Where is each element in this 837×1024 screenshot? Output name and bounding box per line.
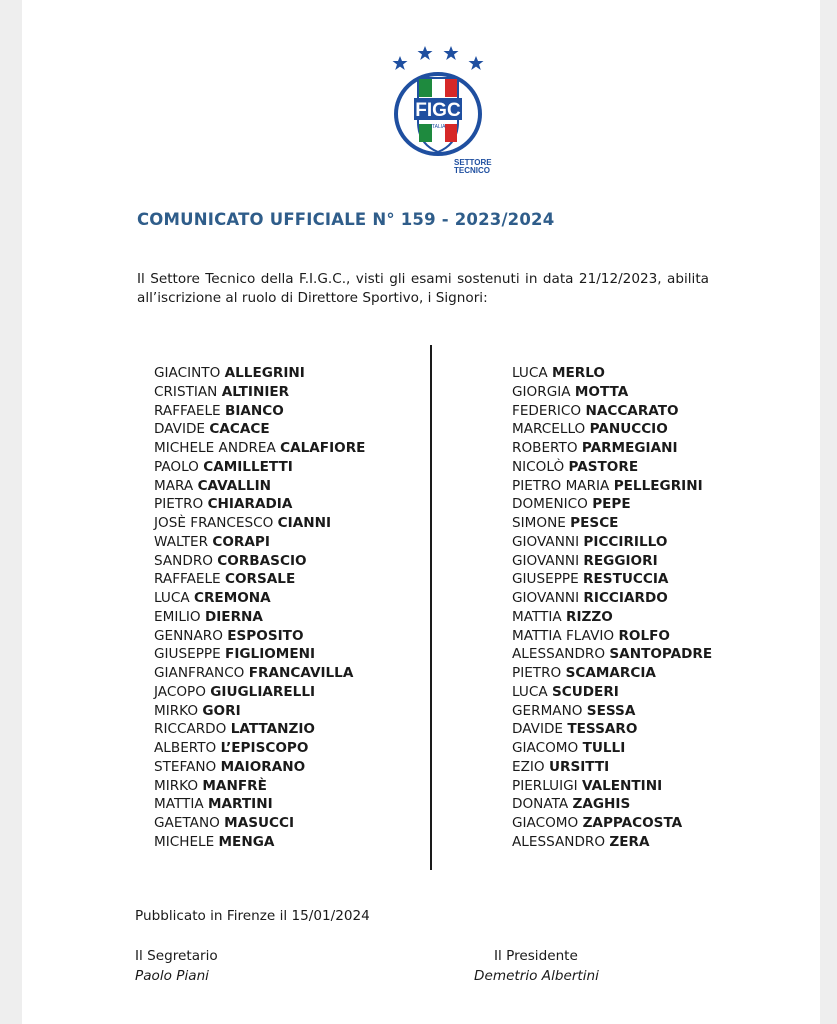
list-item xyxy=(154,439,365,458)
first-name: LUCA xyxy=(154,590,190,606)
first-name: CRISTIAN xyxy=(154,383,218,400)
last-name: NACCARATO xyxy=(585,402,679,419)
last-name: RESTUCCIA xyxy=(583,571,669,588)
first-name: GAETANO xyxy=(154,815,220,831)
list-item xyxy=(154,420,365,439)
list-item xyxy=(512,683,712,702)
list-item xyxy=(154,570,365,589)
list-item xyxy=(154,645,365,664)
first-name: RAFFAELE xyxy=(154,571,221,588)
logo-text-small: ITALIA xyxy=(430,124,446,130)
list-item xyxy=(512,702,712,721)
figc-settore-tecnico-logo xyxy=(390,42,500,174)
list-item xyxy=(154,458,365,477)
last-name: MOTTA xyxy=(574,383,629,400)
last-name: LATTANZIO xyxy=(230,721,315,738)
first-name: GIORGIA xyxy=(512,383,571,400)
list-item xyxy=(154,720,365,739)
list-item xyxy=(154,702,365,721)
last-name: ALLEGRINI xyxy=(224,365,305,381)
last-name: PARMEGIANI xyxy=(581,440,678,456)
first-name: LUCA xyxy=(512,365,548,381)
list-item xyxy=(512,795,712,814)
list-item xyxy=(512,833,712,852)
list-item xyxy=(512,439,712,458)
list-item xyxy=(154,795,365,814)
last-name: FIGLIOMENI xyxy=(225,646,316,663)
list-item xyxy=(512,739,712,758)
last-name: CACACE xyxy=(209,421,270,438)
list-item xyxy=(512,608,712,627)
list-item xyxy=(512,814,712,833)
first-name: GERMANO xyxy=(512,702,583,719)
first-name: ALESSANDRO xyxy=(512,646,606,663)
list-item xyxy=(154,552,365,571)
last-name: CHIARADIA xyxy=(207,496,293,513)
list-item xyxy=(154,364,365,383)
first-name: WALTER xyxy=(154,533,209,550)
publication-line: Pubblicato in Firenze il 15/01/2024 xyxy=(135,908,370,924)
last-name: CORBASCIO xyxy=(217,552,307,569)
first-name: DONATA xyxy=(512,796,569,813)
first-name: EZIO xyxy=(512,758,545,775)
names-list-right xyxy=(512,364,712,852)
list-item xyxy=(512,383,712,402)
last-name: TESSARO xyxy=(567,721,638,738)
last-name: FRANCAVILLA xyxy=(248,665,354,681)
last-name: CREMONA xyxy=(193,590,271,606)
first-name: JACOPO xyxy=(154,683,206,700)
list-item xyxy=(512,495,712,514)
last-name: RICCIARDO xyxy=(583,590,668,606)
last-name: ZAPPACOSTA xyxy=(582,815,683,831)
first-name: PIERLUIGI xyxy=(512,777,578,794)
stars-icon xyxy=(393,46,484,70)
list-item xyxy=(154,777,365,796)
first-name: GIACOMO xyxy=(512,815,579,831)
document-page xyxy=(22,0,820,1024)
list-item xyxy=(512,720,712,739)
last-name: MANFRÈ xyxy=(202,777,267,794)
first-name: MATTIA FLAVIO xyxy=(512,627,615,644)
list-item xyxy=(512,589,712,608)
last-name: URSITTI xyxy=(548,758,610,775)
first-name: STEFANO xyxy=(154,758,217,775)
list-item xyxy=(154,533,365,552)
first-name: NICOLÒ xyxy=(512,458,565,475)
list-item xyxy=(512,514,712,533)
first-name: ALESSANDRO xyxy=(512,833,606,850)
first-name: MICHELE ANDREA xyxy=(154,440,276,456)
last-name: SESSA xyxy=(586,702,636,719)
list-item xyxy=(154,495,365,514)
last-name: CALAFIORE xyxy=(280,440,366,456)
first-name: ROBERTO xyxy=(512,440,578,456)
last-name: GIUGLIARELLI xyxy=(210,683,316,700)
last-name: RIZZO xyxy=(565,608,613,625)
first-name: DOMENICO xyxy=(512,496,588,513)
list-item xyxy=(512,645,712,664)
last-name: MARTINI xyxy=(207,796,273,813)
first-name: GIOVANNI xyxy=(512,590,580,606)
first-name: RICCARDO xyxy=(154,721,227,738)
list-item xyxy=(154,664,365,683)
last-name: SANTOPADRE xyxy=(609,646,713,663)
first-name: MATTIA xyxy=(154,796,204,813)
first-name: PAOLO xyxy=(154,458,199,475)
logo-tagline-2: TECNICO xyxy=(454,166,490,174)
list-item xyxy=(154,383,365,402)
column-divider xyxy=(430,345,432,870)
first-name: GIOVANNI xyxy=(512,552,580,569)
last-name: MAIORANO xyxy=(220,758,306,775)
list-item xyxy=(154,683,365,702)
last-name: MASUCCI xyxy=(224,815,295,831)
first-name: LUCA xyxy=(512,683,548,700)
first-name: PIETRO MARIA xyxy=(512,477,610,494)
first-name: RAFFAELE xyxy=(154,402,221,419)
first-name: DAVIDE xyxy=(154,421,206,438)
first-name: MARA xyxy=(154,477,194,494)
last-name: VALENTINI xyxy=(581,777,663,794)
first-name: PIETRO xyxy=(512,665,562,681)
signature-name: Paolo Piani xyxy=(135,968,209,984)
first-name: GIOVANNI xyxy=(512,533,580,550)
list-item xyxy=(512,402,712,421)
first-name: MATTIA xyxy=(512,608,562,625)
last-name: ALTINIER xyxy=(221,383,290,400)
intro-paragraph: Il Settore Tecnico della F.I.G.C., visti gli esami sostenuti in data 21/12/2023, abilita all’iscrizione al ruolo di Direttore Sportivo, i Signori: xyxy=(137,271,709,306)
signature-president xyxy=(474,946,599,986)
first-name: FEDERICO xyxy=(512,402,582,419)
first-name: GIUSEPPE xyxy=(512,571,579,588)
list-item xyxy=(512,552,712,571)
first-name: GIUSEPPE xyxy=(154,646,221,663)
last-name: CAVALLIN xyxy=(197,477,272,494)
first-name: MICHELE xyxy=(154,833,215,850)
last-name: GORI xyxy=(202,702,241,719)
list-item xyxy=(154,758,365,777)
last-name: TULLI xyxy=(582,740,626,756)
last-name: DIERNA xyxy=(204,608,263,625)
signature-role: Il Segretario xyxy=(135,948,218,964)
first-name: JOSÈ FRANCESCO xyxy=(154,515,274,531)
last-name: PASTORE xyxy=(568,458,639,475)
last-name: REGGIORI xyxy=(583,552,658,569)
last-name: PICCIRILLO xyxy=(583,533,668,550)
last-name: ROLFO xyxy=(618,627,670,644)
last-name: SCAMARCIA xyxy=(565,665,656,681)
last-name: PANUCCIO xyxy=(589,421,668,438)
list-item xyxy=(154,739,365,758)
last-name: SCUDERI xyxy=(551,683,619,700)
list-item xyxy=(512,570,712,589)
first-name: DAVIDE xyxy=(512,721,564,738)
list-item xyxy=(512,477,712,496)
last-name: PELLEGRINI xyxy=(613,477,703,494)
list-item xyxy=(512,364,712,383)
first-name: GIANFRANCO xyxy=(154,665,245,681)
first-name: GENNARO xyxy=(154,627,223,644)
list-item xyxy=(512,627,712,646)
first-name: MIRKO xyxy=(154,702,199,719)
names-list-left xyxy=(154,364,365,852)
list-item xyxy=(512,533,712,552)
first-name: PIETRO xyxy=(154,496,204,513)
logo-text-main: FIGC xyxy=(415,100,461,121)
list-item xyxy=(154,833,365,852)
list-item xyxy=(154,814,365,833)
first-name: EMILIO xyxy=(154,608,201,625)
page-title: COMUNICATO UFFICIALE N° 159 - 2023/2024 xyxy=(137,210,555,229)
list-item xyxy=(512,458,712,477)
list-item xyxy=(154,589,365,608)
last-name: MERLO xyxy=(551,365,605,381)
list-item xyxy=(512,777,712,796)
last-name: ZERA xyxy=(609,833,650,850)
last-name: MENGA xyxy=(218,833,275,850)
last-name: ESPOSITO xyxy=(227,627,304,644)
first-name: SIMONE xyxy=(512,515,566,531)
last-name: CIANNI xyxy=(277,515,332,531)
first-name: SANDRO xyxy=(154,552,213,569)
last-name: PESCE xyxy=(570,515,619,531)
last-name: L’EPISCOPO xyxy=(220,740,309,756)
logo-tagline-1: SETTORE xyxy=(454,158,492,167)
signature-role: Il Presidente xyxy=(494,948,578,964)
figc-shield-icon xyxy=(396,74,480,154)
first-name: GIACOMO xyxy=(512,740,579,756)
last-name: CORAPI xyxy=(212,533,270,550)
last-name: PEPE xyxy=(592,496,631,513)
last-name: CAMILLETTI xyxy=(203,458,293,475)
list-item xyxy=(154,608,365,627)
last-name: BIANCO xyxy=(224,402,284,419)
list-item xyxy=(512,664,712,683)
first-name: MARCELLO xyxy=(512,421,586,438)
list-item xyxy=(154,627,365,646)
list-item xyxy=(154,514,365,533)
first-name: MIRKO xyxy=(154,777,199,794)
signature-secretary xyxy=(135,946,218,986)
first-name: ALBERTO xyxy=(154,740,217,756)
last-name: CORSALE xyxy=(224,571,296,588)
first-name: GIACINTO xyxy=(154,365,221,381)
list-item xyxy=(512,420,712,439)
list-item xyxy=(512,758,712,777)
signature-name: Demetrio Albertini xyxy=(474,968,599,984)
list-item xyxy=(154,402,365,421)
list-item xyxy=(154,477,365,496)
last-name: ZAGHIS xyxy=(572,796,631,813)
